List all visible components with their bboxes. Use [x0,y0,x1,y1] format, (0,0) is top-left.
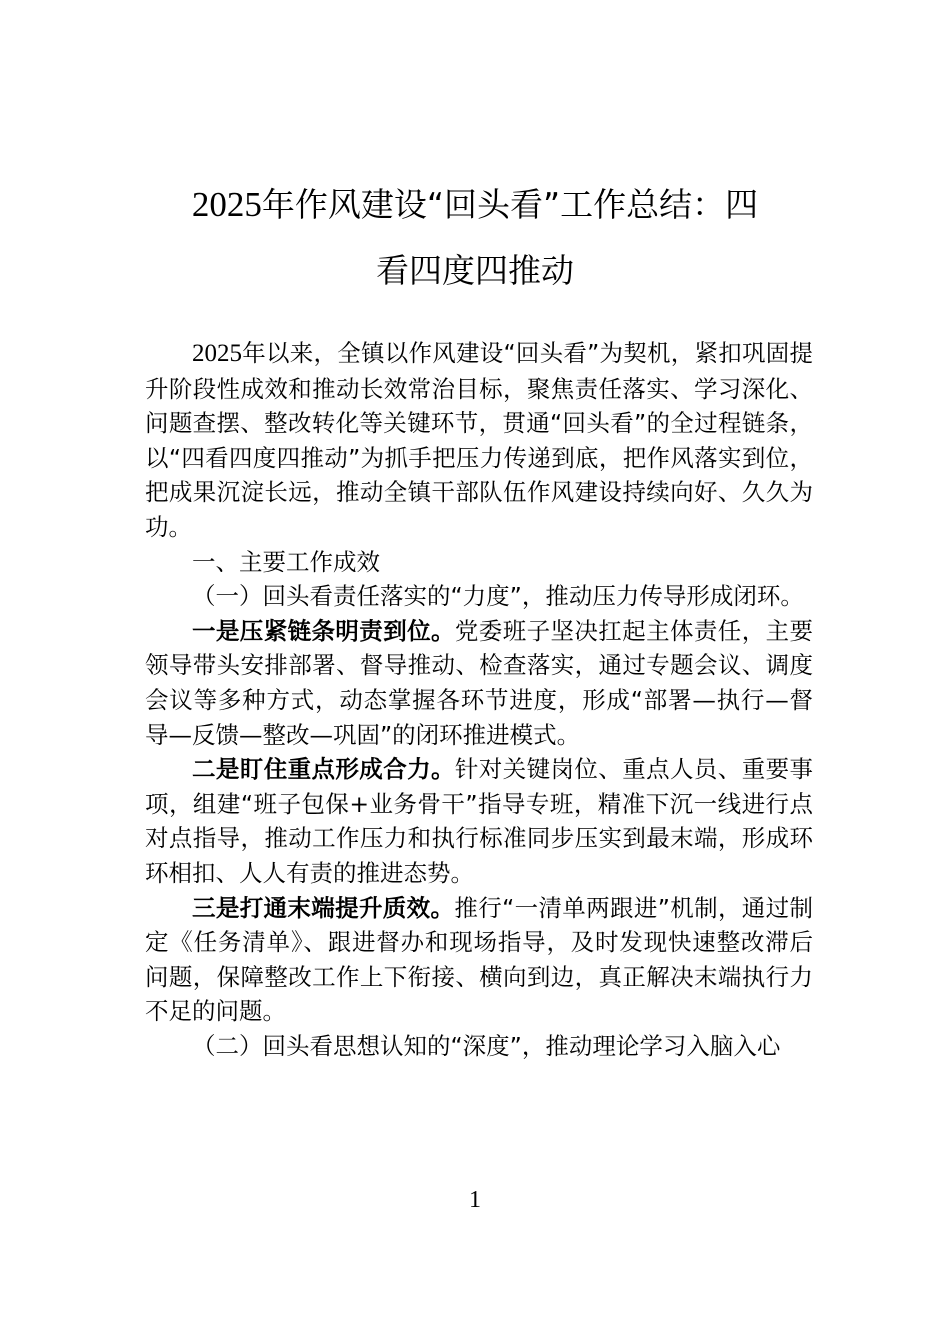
paragraph-1-lead: 一是压紧链条明责到位。 [192,616,455,645]
title-year: 2025 [191,185,262,224]
intro-year: 2025 [192,340,242,367]
intro-paragraph [145,336,813,545]
paragraph-1-text: 党委班子坚决扛起主体责任，主要领导带头安排部署、督导推动、检查落实，通过专题会议、调度会议等多种方式，动态掌握各环节进度，形成“部署—执行—督导—反馈—整改—巩固”的闭环推进模式。 [145,616,814,749]
paragraph-3 [145,891,813,1029]
title-line1: 年作风建设“回头看”工作总结：四 [261,185,759,224]
section-heading: 一、主要工作成效 [192,547,380,576]
paragraph-2-lead: 二是盯住重点形成合力。 [192,755,455,784]
title-line2: 看四度四推动 [376,251,574,290]
intro-text: 年以来，全镇以作风建设“回头看”为契机，紧扣巩固提升阶段性成效和推动长效常治目标，聚焦责任落实、学习深化、问题查摆、整改转化等关键环节，贯通“回头看”的全过程链条，以“四看四度四推动”为抓手把压力传递到底，把作风落实到位，把成果沉淀长远，推动全镇干部队伍作风建设持续向好、久久为功。 [145,339,813,541]
paragraph-2-text: 针对关键岗位、重点人员、重要事项，组建“班子包保+业务骨干”指导专班，精准下沉一线进行点对点指导，推动工作压力和执行标准同步压实到最末端，形成环环相扣、人人有责的推进态势。 [145,755,814,887]
paragraph-1 [145,614,813,752]
paragraph-3-text: 推行“一清单两跟进”机制，通过制定《任务清单》、跟进督办和现场指导，及时发现快速整改滞后问题，保障整改工作上下衔接、横向到边，真正解决末端执行力不足的问题。 [145,893,813,1026]
subsection-heading-1: （一）回头看责任落实的“力度”，推动压力传导形成闭环。 [192,582,804,611]
subsection-heading-2: （二）回头看思想认知的“深度”，推动理论学习入脑入心 [192,1031,781,1060]
document-body [145,336,813,1063]
paragraph-2 [145,752,813,890]
paragraph-3-lead: 三是打通末端提升质效。 [192,893,455,922]
document-title [145,172,805,304]
page-number: 1 [469,1187,481,1213]
